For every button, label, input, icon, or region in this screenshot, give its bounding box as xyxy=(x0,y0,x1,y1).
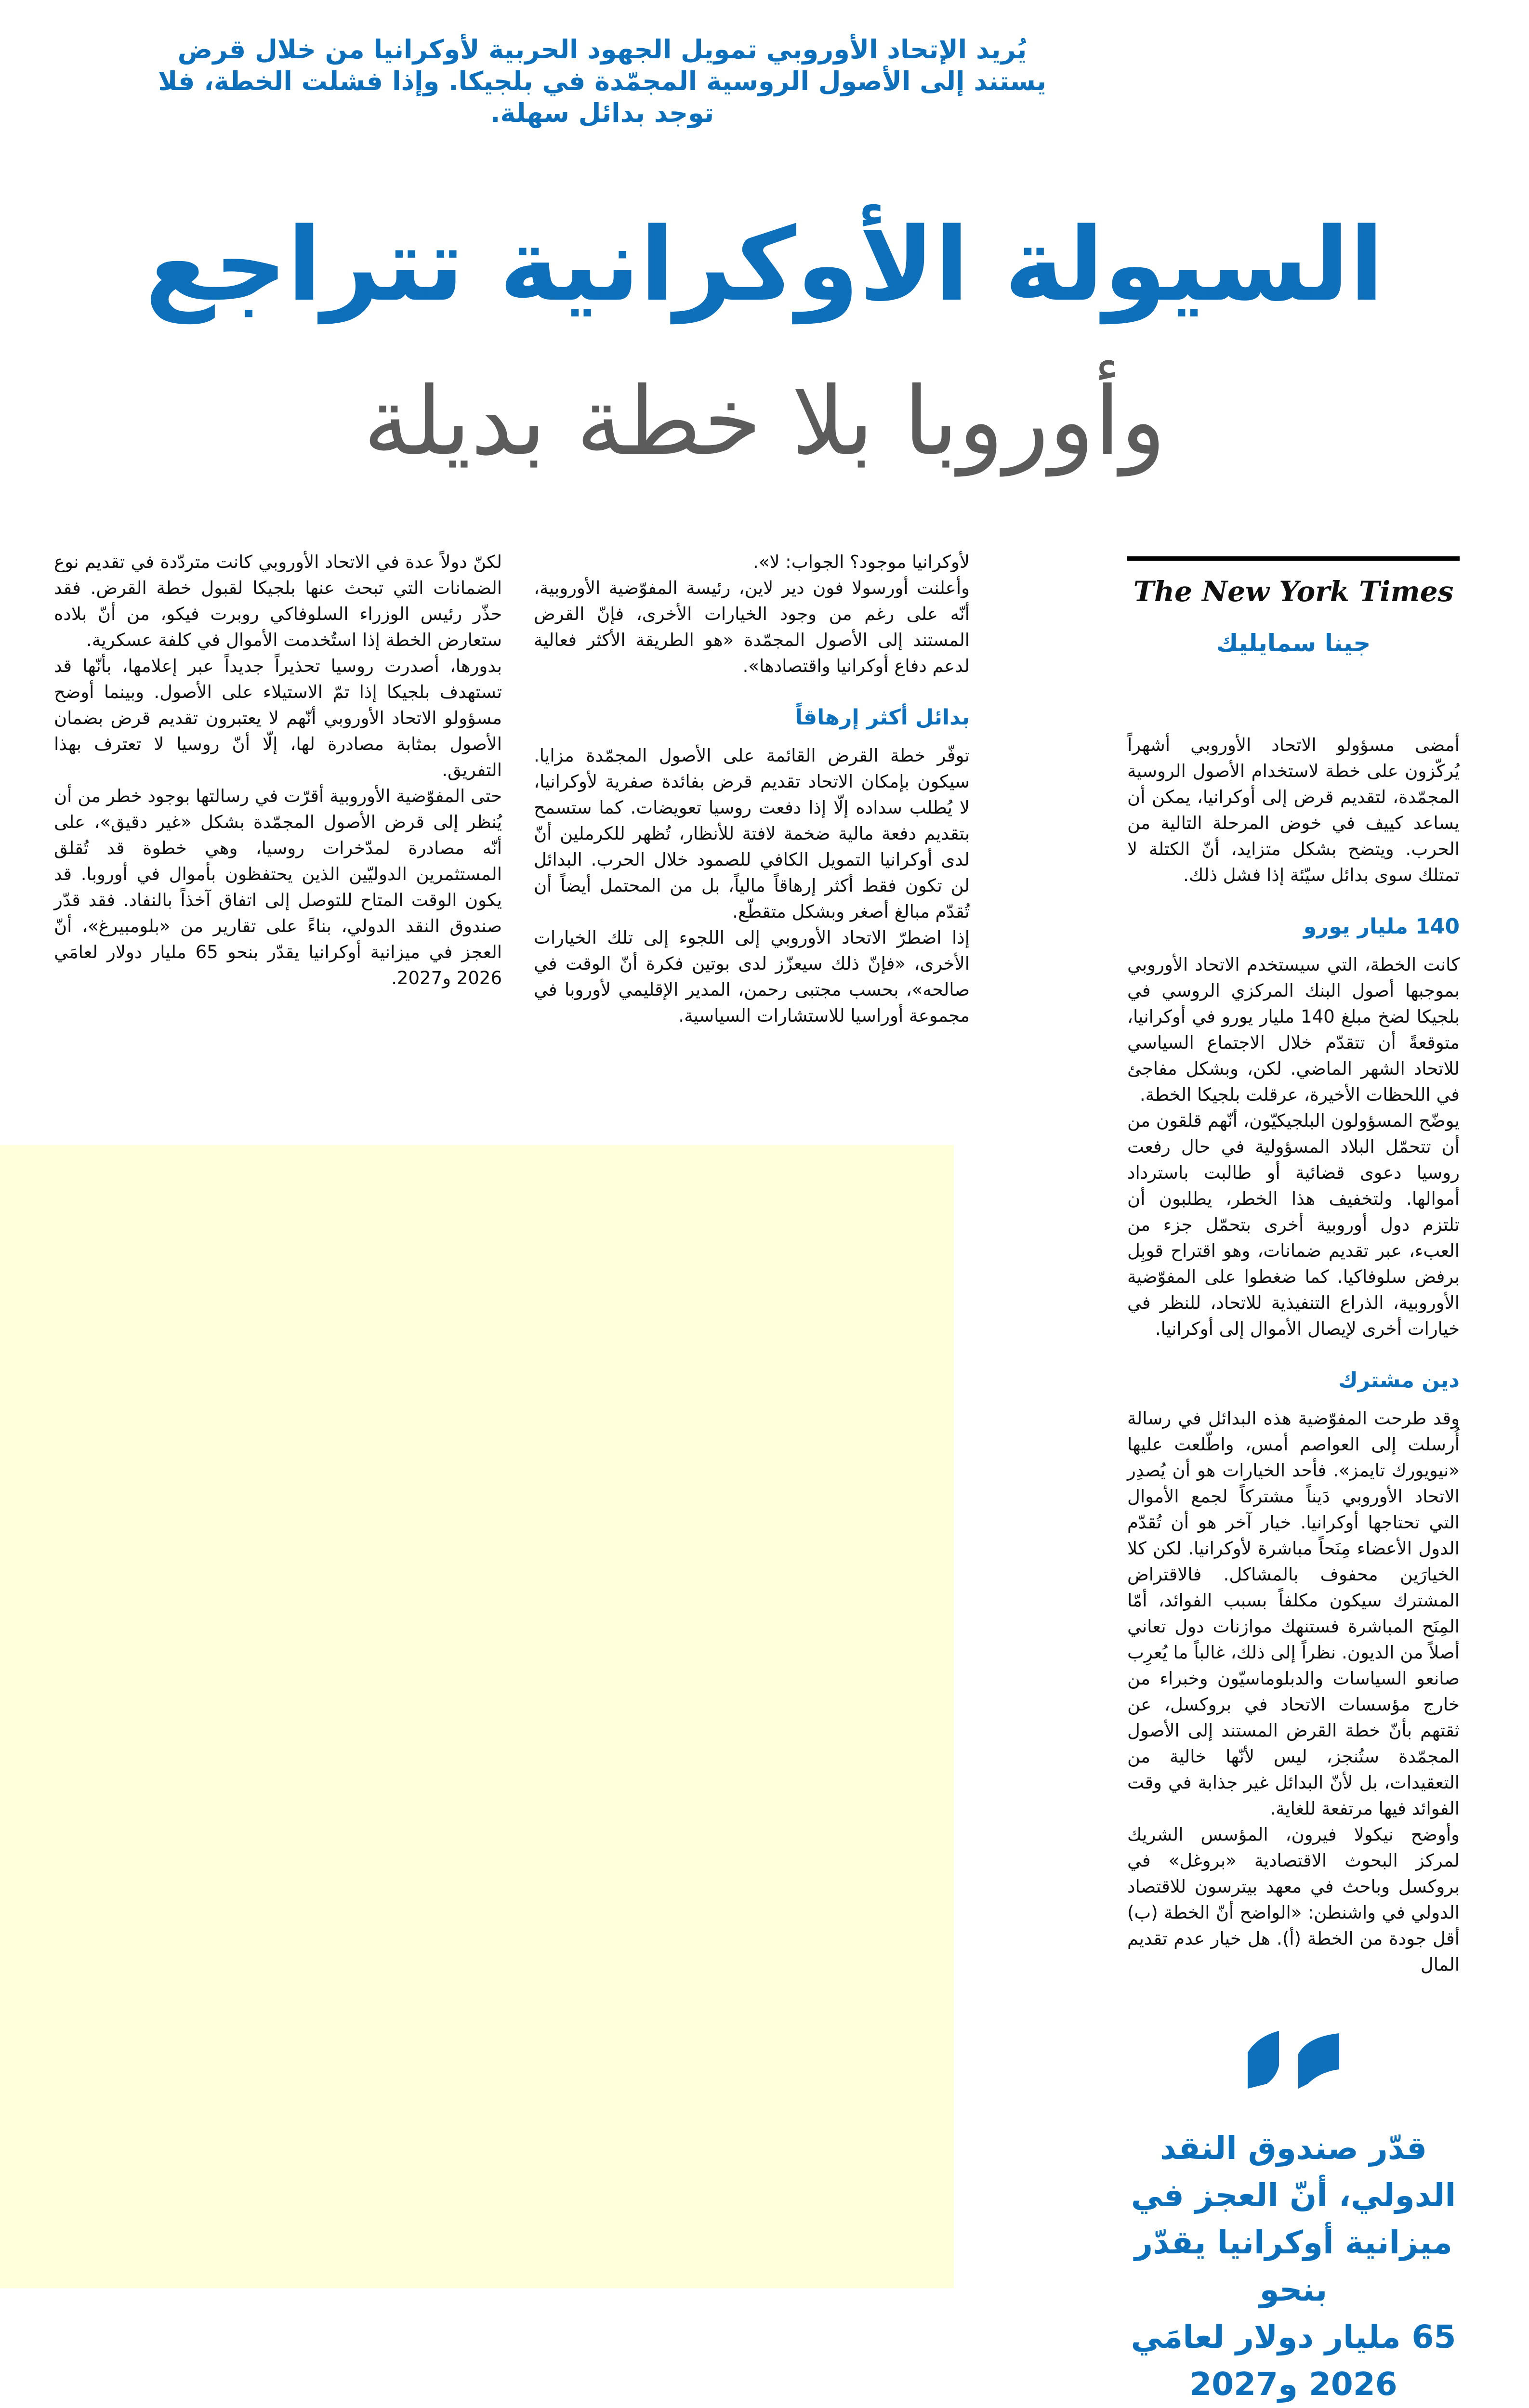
body-paragraph: وأوضح نيكولا فيرون، المؤسس الشريك لمركز البحوث الاقتصادية «بروغل» في بروكسل وباحث في معهد بيترسون للاقتصاد الدولي في واشنطن: «الواضح أنّ الخطة (ب) أقل جودة من الخطة (أ). هل خيار عدم تقديم المال xyxy=(1127,1824,1460,1975)
pull-quote-line: ميزانية أوكرانيا يقدّر بنحو xyxy=(1134,2224,1452,2308)
body-paragraph: إذا اضطرّ الاتحاد الأوروبي إلى اللجوء إلى تلك الخيارات الأخرى، «فإنّ ذلك سيعزّز لدى بوتين فكرة أنّ الوقت في صالحه»، بحسب مجتبى رحمن، المدير الإقليمي لأوروبا في مجموعة أوراسيا للاستشارات السياسية. xyxy=(534,927,970,1026)
kicker-line: توجد بدائل سهلة. xyxy=(490,98,714,128)
article-column-left xyxy=(54,549,502,991)
pull-quote-line: قدّر صندوق النقد xyxy=(1160,2130,1427,2167)
intro-paragraph: أمضى مسؤولو الاتحاد الأوروبي أشهراً يُركّزون على خطة لاستخدام الأصول الروسية المجمّدة، لتقديم قرض إلى أوكرانيا، يمكن أن يساعد كييف في خوض المرحلة التالية من الحرب. ويتضح بشكل متزايد، أنّ الكتلة لا تمتلك سوى بدائل سيّئة إذا فشل ذلك. xyxy=(1127,735,1460,885)
body-paragraph: حتى المفوّضية الأوروبية أقرّت في رسالتها بوجود خطر من أن يُنظر إلى قرض الأصول المجمّدة بشكل «غير دقيق»، على أنّه مصادرة لمدّخرات روسيا، وهي خطوة قد تُقلق المستثمرين الدوليّين الذين يحتفظون بأموال في أوروبا. قد يكون الوقت المتاح للتوصل إلى اتفاق آخذاً بالنفاد. فقد قدّر صندوق النقد الدولي، بناءً على تقارير من «بلومبيرغ»، أنّ العجز في ميزانية أوكرانيا يقدّر بنحو 65 مليار دولار لعامَي 2026 و2027. xyxy=(54,786,502,988)
kicker-line: يستند إلى الأصول الروسية المجمّدة في بلجيكا. وإذا فشلت الخطة، فلا xyxy=(158,66,1046,96)
headline-secondary: وأوروبا بلا خطة بديلة xyxy=(363,367,1166,476)
subhead-joint-debt: دين مشترك xyxy=(1338,1368,1460,1393)
subhead-140-billion: 140 مليار يورو xyxy=(1303,914,1460,939)
quote-mark-icon xyxy=(1248,2031,1339,2089)
kicker-line: يُريد الإتحاد الأوروبي تمويل الجهود الحربية لأوكرانيا من خلال قرض xyxy=(177,34,1027,65)
subhead-costlier-alternatives: بدائل أكثر إرهاقاً xyxy=(795,705,970,730)
body-paragraph: لكنّ دولاً عدة في الاتحاد الأوروبي كانت متردّدة في تقديم نوع الضمانات التي تبحث عنها بلجيكا لقبول خطة القرض. فقد حذّر رئيس الوزراء السلوفاكي روبرت فيكو، من أنّ بلاده ستعارض الخطة إذا استُخدمت الأموال في كلفة عسكرية. xyxy=(54,552,502,650)
kicker xyxy=(120,34,1084,129)
pull-quote-line: 2026 و2027 xyxy=(1189,2366,1397,2403)
article-column-middle xyxy=(534,549,970,1029)
top-rule-divider xyxy=(1127,556,1460,561)
body-paragraph: بدورها، أصدرت روسيا تحذيراً جديداً عبر إعلامها، بأنّها قد تستهدف بلجيكا إذا تمّ الاستيلاء على الأصول. وبينما أوضح مسؤولو الاتحاد الأوروبي أنّهم لا يعتبرون تقديم قرض بضمان الأصول بمثابة مصادرة لها، إلّا أنّ روسيا لا تعترف بهذا التفريق. xyxy=(54,656,502,780)
pull-quote-block xyxy=(1127,2031,1460,2408)
body-paragraph: وأعلنت أورسولا فون دير لاين، رئيسة المفوّضية الأوروبية، أنّه على رغم من وجود الخيارات الأخرى، فإنّ القرض المستند إلى الأصول المجمّدة «هو الطريقة الأكثر فعالية لدعم دفاع أوكرانيا واقتصادها». xyxy=(534,578,970,676)
image-placeholder-box xyxy=(0,1145,954,2288)
nyt-wordmark-logo: The New York Times xyxy=(1133,575,1454,608)
article-column-right xyxy=(1127,556,1460,2408)
author-byline: جينا سمايليك xyxy=(1216,629,1371,657)
pull-quote-line: الدولي، أنّ العجز في xyxy=(1131,2177,1456,2214)
pull-quote-line: 65 مليار دولار لعامَي xyxy=(1131,2318,1456,2355)
body-paragraph: يوضّح المسؤولون البلجيكيّون، أنّهم قلقون من أن تتحمّل البلاد المسؤولية في حال رفعت روسيا دعوى قضائية أو طالبت باسترداد أموالها. ولتخفيف هذا الخطر، يطلبون أن تلتزم دول أوروبية أخرى بتحمّل جزء من العبء، عبر تقديم ضمانات، وهو اقتراح قوبِل برفض سلوفاكيا. كما ضغطوا على المفوّضية الأوروبية، الذراع التنفيذية للاتحاد، للنظر في خيارات أخرى لإيصال الأموال إلى أوكرانيا. xyxy=(1127,1110,1460,1339)
body-paragraph: لأوكرانيا موجود؟ الجواب: لا». xyxy=(753,552,970,572)
body-paragraph: وقد طرحت المفوّضية هذه البدائل في رسالة أُرسلت إلى العواصم أمس، واطّلعت عليها «نيويورك تايمز». فأحد الخيارات هو أن يُصدِر الاتحاد الأوروبي دَيناً مشتركاً لجمع الأموال التي تحتاجها أوكرانيا. خيار آخر هو أن تُقدّم الدول الأعضاء مِنَحاً مباشرة لأوكرانيا. لكن كلا الخيارَين محفوف بالمشاكل. فالاقتراض المشترك سيكون مكلفاً بسبب الفوائد، أمّا المِنَح المباشرة فستنهك موازنات دول تعاني أصلاً من الديون. نظراً إلى ذلك، غالباً ما يُعرِب صانعو السياسات والدبلوماسيّون وخبراء من خارج مؤسسات الاتحاد في بروكسل، عن ثقتهم بأنّ خطة القرض المستند إلى الأصول المجمّدة ستُنجز، ليس لأنّها خالية من التعقيدات، بل لأنّ البدائل غير جذابة في وقت الفوائد فيها مرتفعة للغاية. xyxy=(1127,1408,1460,1819)
headline-main: السيولة الأوكرانية تتراجع xyxy=(145,206,1384,324)
body-paragraph: توفّر خطة القرض القائمة على الأصول المجمّدة مزايا. سيكون بإمكان الاتحاد تقديم قرض بفائدة صفرية لأوكرانيا، لا يُطلب سداده إلّا إذا دفعت روسيا تعويضات. كما ستسمح بتقديم دفعة مالية ضخمة لافتة للأنظار، تُظهر للكرملين أنّ لدى أوكرانيا التمويل الكافي للصمود خلال الحرب. البدائل لن تكون فقط أكثر إرهاقاً مالياً، بل من المحتمل أيضاً أن تُقدّم مبالغ أصغر وبشكل متقطّع. xyxy=(534,745,970,922)
body-paragraph: كانت الخطة، التي سيستخدم الاتحاد الأوروبي بموجبها أصول البنك المركزي الروسي في بلجيكا لضخ مبلغ 140 مليار يورو في أوكرانيا، متوقعةً أن تتقدّم خلال الاجتماع السياسي للاتحاد الشهر الماضي. لكن، وبشكل مفاجئ في اللحظات الأخيرة، عرقلت بلجيكا الخطة. xyxy=(1127,954,1460,1105)
pull-quote xyxy=(1127,2125,1460,2408)
